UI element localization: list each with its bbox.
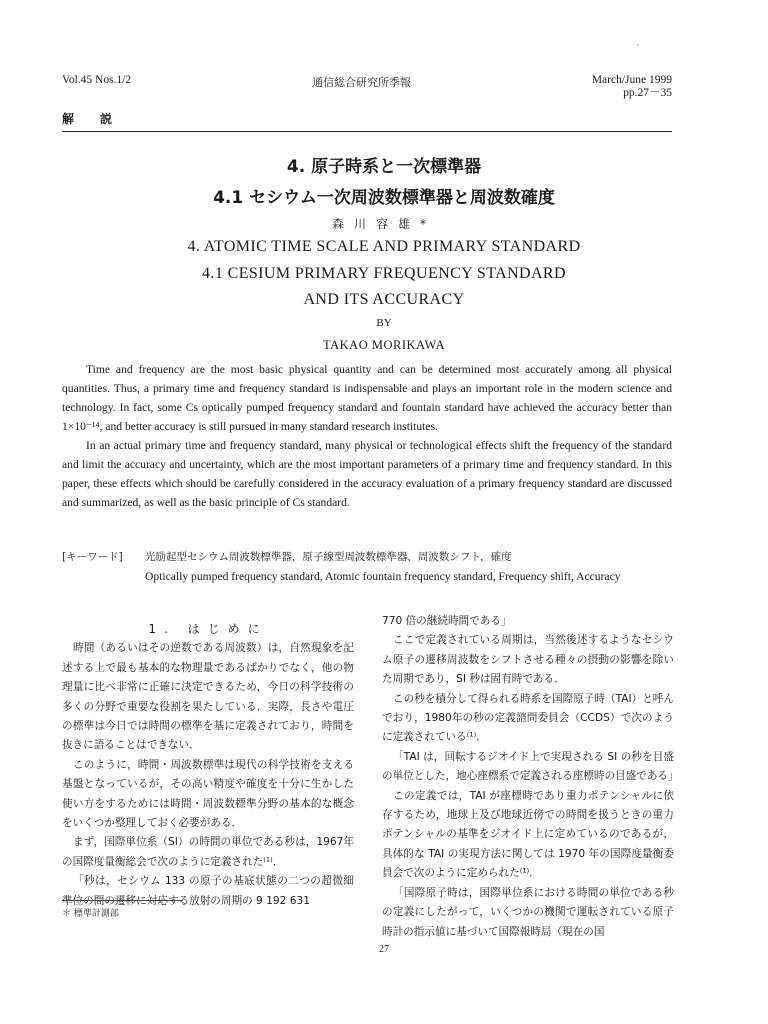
body-column-right xyxy=(382,612,679,942)
issue-month: March/June 1999 xyxy=(591,74,672,86)
header-rule xyxy=(62,131,672,132)
japanese-title-sub: 4.1 セシウム一次周波数標準器と周波数確度 xyxy=(213,188,555,208)
body-paragraph: この定義では，TAI が座標時であり重力ポテンシャルに依存するため，地球上及び地球近傍での時間を扱うときの重力ポテンシャルの基準をジオイド上に定めているのであるが，具体的な TAI の実現方法に関しては 1970 年の国際度量衡委員会で次のように定められた⁽¹⁾． xyxy=(382,789,674,880)
page-number: 27 xyxy=(379,944,389,955)
english-title-sub-line2: AND ITS ACCURACY xyxy=(303,291,465,308)
japanese-author: 森川容雄* xyxy=(331,217,436,231)
keywords-label: [キーワード] xyxy=(62,551,123,563)
abstract xyxy=(62,360,672,512)
body-paragraph: 「秒は，セシウム 133 の原子の基底状態の二つの超微細準位の間の遷移に対応する放射の周期の 9 192 631 xyxy=(62,875,354,907)
body-paragraph: ここで定義されている周期は，当然後述するようなセシウム原子の遷移周波数をシフトさせる種々の摂動の影響を除いた周期であり，SI 秒は固有時である． xyxy=(382,634,674,686)
journal-name: 通信総合研究所季報 xyxy=(312,76,411,89)
english-title-sub: 4.1 CESIUM PRIMARY FREQUENCY STANDARD xyxy=(202,265,566,282)
body-column-left xyxy=(62,620,354,911)
body-paragraph: 「TAI は，回転するジオイド上で実現される SI の秒を目盛の単位とした，地心座標系で定義される座標時の目盛である」 xyxy=(382,750,679,783)
volume-info: Vol.45 Nos.1/2 xyxy=(62,74,132,86)
english-title-main: 4. ATOMIC TIME SCALE AND PRIMARY STANDARD xyxy=(187,238,581,255)
footnote-rule xyxy=(62,900,182,901)
abstract-paragraph-1: Time and frequency are the most basic physical quantity and can be determined most accurately among all physical quantities. Thus, a primary time and frequency standard is indispensable and plays an important role in the modern science and technology. In fact, some Cs optically pumped frequency standard and fountain standard have achieved the accuracy better than 1×10⁻¹⁴, and better accuracy is still pursued in many standard research institutes. xyxy=(62,363,672,433)
body-paragraph: このように，時間・周波数標準は現代の科学技術を支える基盤となっているが，その高い精度や確度を十分に生かした使い方をするためには時間・周波数標準分野の基本的な概念をいくつか整理しておく必要がある． xyxy=(62,758,354,830)
page-range: pp.27－35 xyxy=(623,87,672,99)
body-paragraph: まず，国際単位系（SI）の時間の単位である秒は，1967年の国際度量衡総会で次のように定義された⁽¹⁾． xyxy=(62,836,354,868)
keywords-english: Optically pumped frequency standard, Atomic fountain frequency standard, Frequency shift, Accuracy xyxy=(145,570,621,583)
byline-label: BY xyxy=(376,317,392,329)
english-author: TAKAO MORIKAWA xyxy=(322,338,445,352)
section-heading-introduction: 1. はじめに xyxy=(148,622,268,636)
scan-speck xyxy=(637,44,639,46)
section-label: 解説 xyxy=(62,112,139,126)
issue-date xyxy=(592,74,672,100)
footnote-affiliation: ＊ 標準計測部 xyxy=(62,909,119,919)
keywords-japanese: 光励起型セシウム周波数標準器，原子線型周波数標準器，周波数シフト，確度 xyxy=(145,551,512,563)
body-paragraph: この秒を積分して得られる時系を国際原子時（TAI）と呼んでおり，1980年の秒の定義諮問委員会（CCDS）で次のように定義されている⁽¹⁾． xyxy=(382,692,674,744)
body-paragraph: 「国際原子時は，国際単位系における時間の単位である秒の定義にしたがって，いくつかの機関で運転されている原子時計の指示値に基づいて国際報時局（現在の国 xyxy=(382,886,674,938)
abstract-paragraph-2: In an actual primary time and frequency standard, many physical or technological effects shift the frequency of the standard and limit the accuracy and uncertainty, which are the most important parameters of a primary time and frequency standard. In this paper, these effects which should be carefully considered in the accuracy evaluation of a primary frequency standard are discussed and summarized, as well as the basic principle of Cs standard. xyxy=(62,439,672,509)
japanese-title-main: 4. 原子時系と一次標準器 xyxy=(286,157,482,177)
body-paragraph: 770 倍の継続時間である」 xyxy=(382,615,512,627)
body-paragraph: 時間（あるいはその逆数である周波数）は，自然現象を記述する上で最も基本的な物理量であるばかりでなく，他の物理量に比べ非常に正確に決定できるため，今日の科学技術の多くの分野で重要な役割を果たしている．実際，長さや電圧の標準は今日では時間の標準を基に定義されており，時間を抜きに語ることはできない． xyxy=(62,642,354,752)
